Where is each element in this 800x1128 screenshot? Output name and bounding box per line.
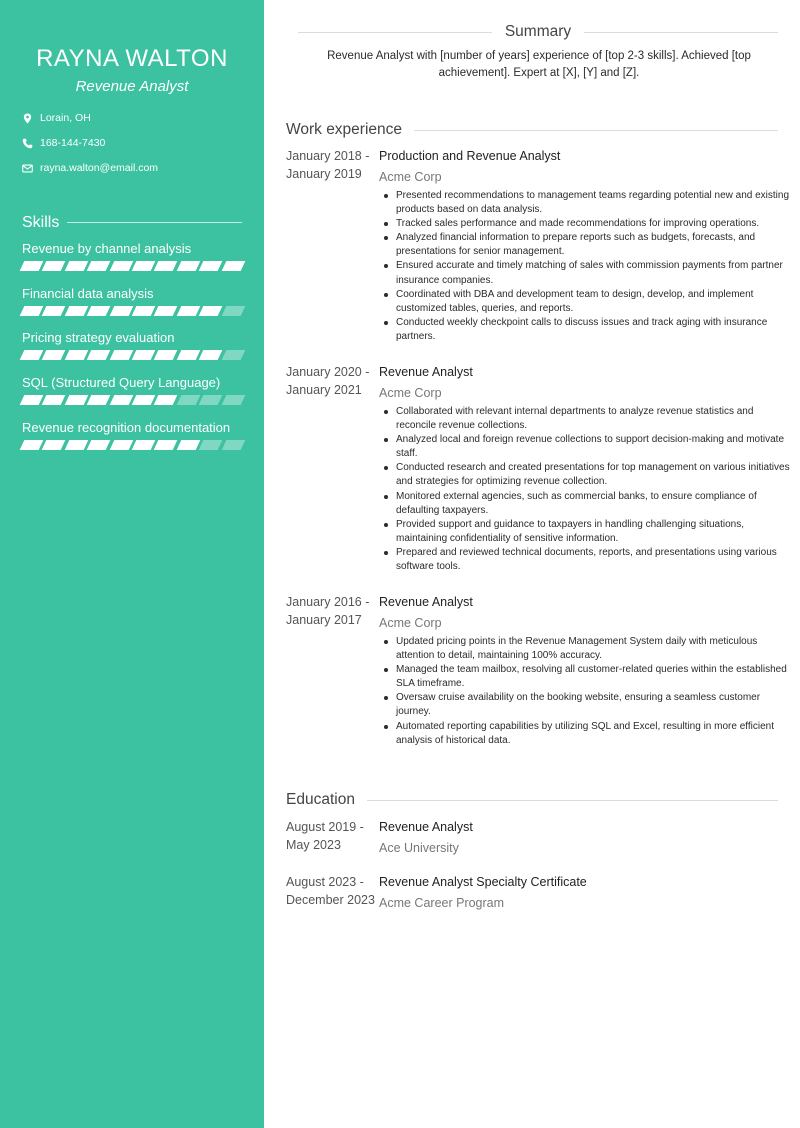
skill-item [22, 374, 247, 405]
summary-header [298, 23, 778, 41]
skill-level-segment-empty [221, 306, 245, 316]
job-bullet: Oversaw cruise availability on the booking website, ensuring a seamless customer journey. [396, 691, 796, 719]
skill-level-bar [22, 440, 247, 450]
education-school: Ace University [379, 841, 459, 855]
skill-level-segment-filled [109, 350, 133, 360]
skill-level-segment-filled [132, 261, 156, 271]
skill-level-segment-filled [221, 261, 245, 271]
job-bullet: Updated pricing points in the Revenue Management System daily with meticulous attention to detail, maintaining 100% accuracy. [396, 635, 796, 663]
skill-level-segment-empty [221, 395, 245, 405]
skill-level-segment-filled [87, 306, 111, 316]
skill-level-segment-filled [199, 306, 223, 316]
job-bullets [379, 189, 796, 344]
job-bullet: Managed the team mailbox, resolving all customer-related queries within the established SLA timeframe. [396, 663, 796, 691]
skill-level-segment-empty [221, 440, 245, 450]
skill-level-segment-filled [154, 350, 178, 360]
skill-level-bar [22, 350, 247, 360]
skill-level-segment-filled [132, 395, 156, 405]
skills-divider [67, 222, 242, 223]
skill-level-segment-filled [154, 440, 178, 450]
skill-name: Revenue recognition documentation [22, 420, 231, 435]
skill-level-segment-filled [20, 395, 44, 405]
skill-level-bar [22, 306, 247, 316]
job-bullet: Conducted weekly checkpoint calls to discuss issues and track aging with insurance partners. [396, 316, 796, 344]
skill-level-segment-filled [20, 350, 44, 360]
email-icon [22, 163, 33, 174]
skills-heading: Skills [22, 214, 60, 231]
skill-level-segment-empty [221, 350, 245, 360]
skill-level-segment-filled [42, 350, 66, 360]
skill-level-segment-filled [109, 306, 133, 316]
contact-location [22, 112, 91, 124]
education-heading: Education [286, 791, 355, 808]
skill-level-segment-filled [42, 395, 66, 405]
skill-name: Revenue by channel analysis [22, 241, 192, 256]
job-bullet: Collaborated with relevant internal departments to analyze revenue statistics and reconcile revenue collections. [396, 405, 796, 433]
skill-level-segment-filled [109, 395, 133, 405]
skill-level-segment-filled [109, 261, 133, 271]
skill-level-segment-filled [64, 395, 88, 405]
skill-level-segment-filled [64, 350, 88, 360]
skill-item [22, 285, 247, 316]
skill-level-segment-filled [42, 440, 66, 450]
skill-level-segment-filled [64, 261, 88, 271]
sidebar [0, 0, 264, 1128]
work-header [286, 121, 778, 139]
skill-item [22, 240, 247, 271]
skill-name: Financial data analysis [22, 286, 154, 301]
skill-level-segment-filled [199, 350, 223, 360]
job-bullet: Conducted research and created presentations for top management on various initiatives and strategies for optimizing revenue collection. [396, 461, 796, 489]
skill-level-segment-filled [176, 306, 200, 316]
contact-phone [22, 137, 105, 149]
phone-icon [22, 138, 33, 149]
education-header [286, 791, 778, 809]
skill-name: SQL (Structured Query Language) [22, 375, 221, 390]
job-bullet: Provided support and guidance to taxpayers in handling challenging situations, maintaining confidentiality of sensitive information. [396, 518, 796, 546]
candidate-name: RAYNA WALTON [36, 45, 228, 72]
skill-level-segment-filled [176, 261, 200, 271]
work-heading: Work experience [286, 121, 403, 138]
job-bullet: Coordinated with DBA and development team to design, develop, and implement customized tables, queries, and reports. [396, 288, 796, 316]
skill-level-segment-filled [176, 440, 200, 450]
summary-heading: Summary [504, 23, 572, 40]
skill-level-segment-filled [64, 306, 88, 316]
job-dates: January 2020 - January 2021 [286, 365, 370, 397]
job-dates: January 2016 - January 2017 [286, 595, 370, 627]
contact-email[interactable] [22, 162, 158, 174]
candidate-role: Revenue Analyst [75, 78, 189, 95]
job-company: Acme Corp [379, 616, 442, 630]
skill-level-segment-filled [132, 440, 156, 450]
skill-level-segment-filled [20, 261, 44, 271]
education-school: Acme Career Program [379, 896, 505, 910]
main-content [264, 0, 800, 1128]
job-bullet: Tracked sales performance and made recommendations for improving operations. [396, 217, 796, 231]
skill-level-segment-filled [64, 440, 88, 450]
divider [414, 130, 778, 131]
education-title: Revenue Analyst Specialty Certificate [379, 875, 587, 889]
location-pin-icon [22, 113, 33, 124]
skill-level-segment-filled [87, 440, 111, 450]
skill-level-segment-empty [199, 440, 223, 450]
job-title: Revenue Analyst [379, 365, 473, 379]
job-company: Acme Corp [379, 386, 442, 400]
job-company: Acme Corp [379, 170, 442, 184]
job-bullet: Monitored external agencies, such as commercial banks, to ensure compliance of defaulting taxpayers. [396, 490, 796, 518]
divider [367, 800, 778, 801]
divider [584, 32, 778, 33]
skill-level-segment-filled [109, 440, 133, 450]
email-text[interactable]: rayna.walton@email.com [40, 162, 159, 174]
skill-level-segment-filled [20, 440, 44, 450]
job-bullet: Analyzed local and foreign revenue collections to support decision-making and motivate staff. [396, 433, 796, 461]
skill-level-segment-empty [176, 395, 200, 405]
skill-item [22, 329, 247, 360]
skill-level-segment-filled [176, 350, 200, 360]
summary-text: Revenue Analyst with [number of years] experience of [top 2-3 skills]. Achieved [top achievement]. Expert at [X], [Y] and [Z]. [327, 50, 751, 79]
education-dates: August 2023 - December 2023 [286, 875, 375, 907]
skill-item [22, 419, 247, 450]
job-bullet: Prepared and reviewed technical documents, reports, and presentations using various software tools. [396, 546, 796, 574]
skill-level-segment-filled [20, 306, 44, 316]
job-title: Production and Revenue Analyst [379, 149, 561, 163]
job-bullets [379, 405, 796, 574]
job-bullet: Ensured accurate and timely matching of sales with commission payments from partner insurance companies. [396, 259, 796, 287]
skill-level-segment-filled [199, 261, 223, 271]
skill-level-segment-filled [87, 395, 111, 405]
skill-level-segment-filled [42, 306, 66, 316]
skill-level-bar [22, 261, 247, 271]
skill-level-segment-filled [154, 306, 178, 316]
location-text: Lorain, OH [40, 112, 91, 124]
skill-level-bar [22, 395, 247, 405]
job-title: Revenue Analyst [379, 595, 473, 609]
education-title: Revenue Analyst [379, 820, 473, 834]
job-bullets [379, 635, 796, 748]
education-dates: August 2019 - May 2023 [286, 820, 364, 852]
skill-level-segment-filled [132, 306, 156, 316]
job-bullet: Analyzed financial information to prepare reports such as budgets, forecasts, and presentations for senior management. [396, 231, 796, 259]
job-dates: January 2018 - January 2019 [286, 149, 370, 181]
skill-level-segment-empty [199, 395, 223, 405]
skill-level-segment-filled [42, 261, 66, 271]
job-bullet: Automated reporting capabilities by utilizing SQL and Excel, resulting in more efficient analysis of historical data. [396, 720, 796, 748]
skill-level-segment-filled [154, 261, 178, 271]
job-bullet: Presented recommendations to management teams regarding potential new and existing products based on data analysis. [396, 189, 796, 217]
skill-level-segment-filled [154, 395, 178, 405]
phone-text: 168-144-7430 [40, 137, 106, 149]
divider [298, 32, 492, 33]
skill-level-segment-filled [132, 350, 156, 360]
skill-name: Pricing strategy evaluation [22, 330, 175, 345]
skill-level-segment-filled [87, 261, 111, 271]
skill-level-segment-filled [87, 350, 111, 360]
